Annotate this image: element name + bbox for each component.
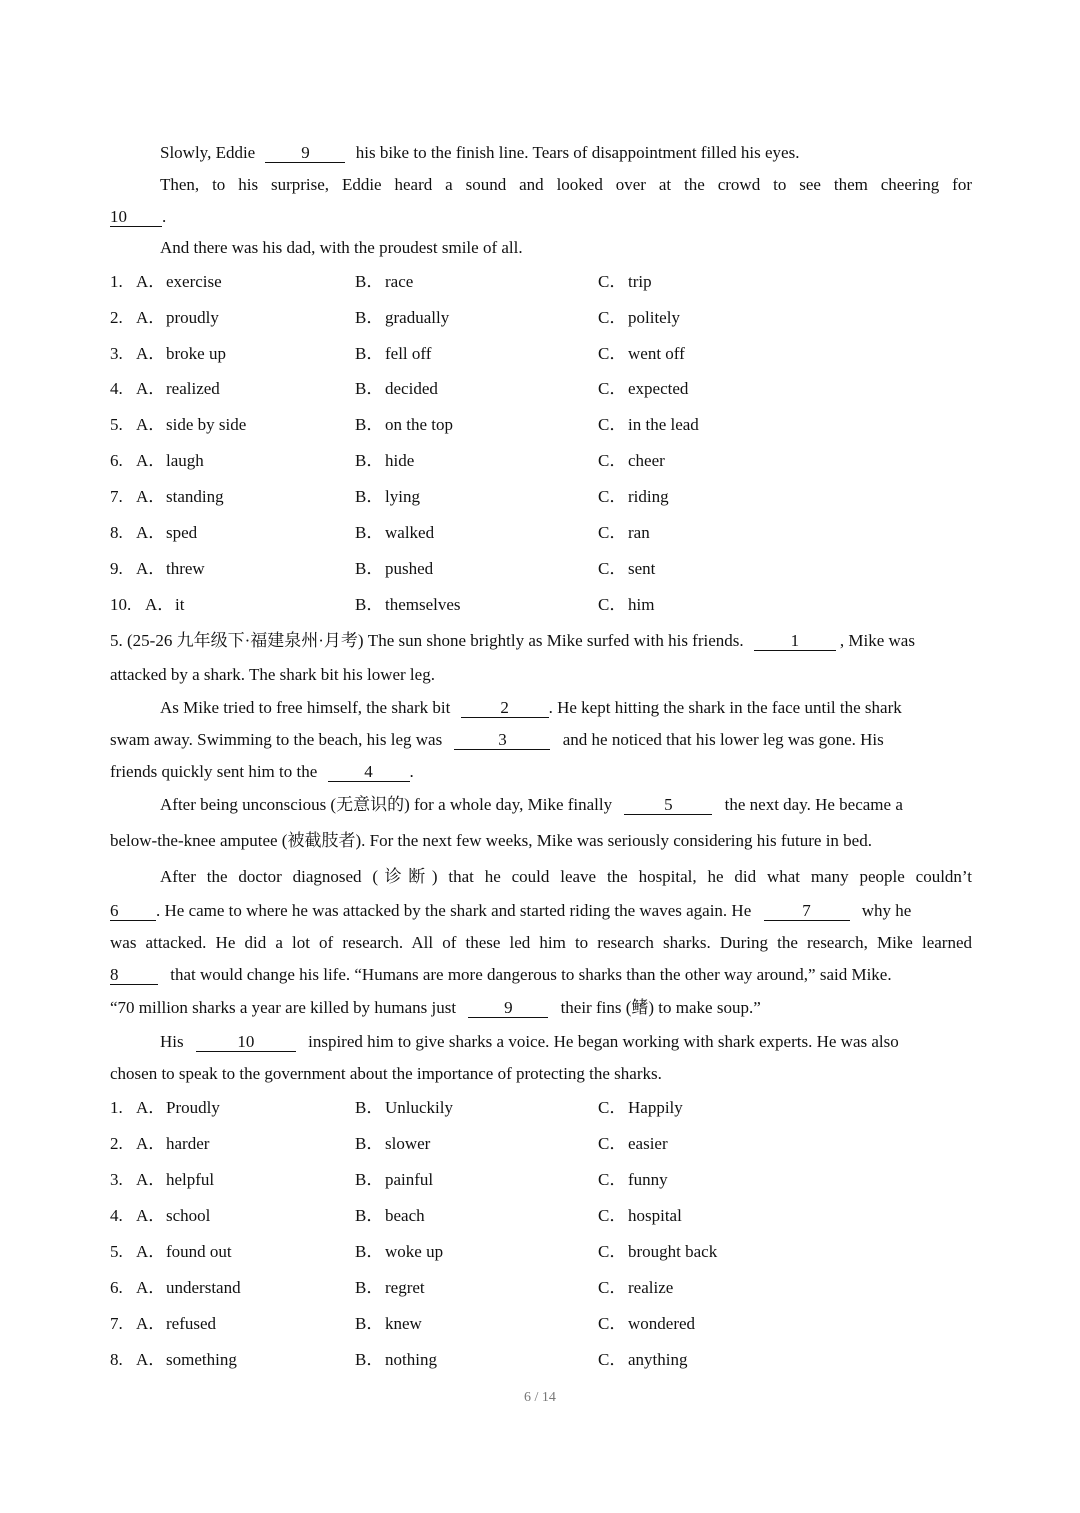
option-b: B．woke up [355,1242,444,1261]
option-b: B．regret [355,1278,425,1297]
option-b: B．fell off [355,344,432,363]
option-row: 10. A．it B．themselves C．him [110,593,972,617]
option-c: C．riding [598,487,669,506]
option-b: B．nothing [355,1350,437,1369]
option-a: A．exercise [136,272,222,291]
option-row: 3. A．helpful B．painful C．funny [110,1168,972,1192]
answer-blank-5: 5 [624,795,712,815]
option-a: A．side by side [136,415,247,434]
answer-blank-10: 10 [110,207,162,227]
option-b: B．Unluckily [355,1098,453,1117]
option-c: C．realize [598,1278,674,1297]
option-b: B．walked [355,523,435,542]
option-c: C．politely [598,308,680,327]
option-b: B．decided [355,379,438,398]
answer-blank-9: 9 [265,143,345,163]
option-row: 5. A．found out B．woke up C．brought back [110,1240,972,1264]
option-c: C．trip [598,272,652,291]
option-b: B．slower [355,1134,431,1153]
option-row: 4. A．school B．beach C．hospital [110,1204,972,1228]
option-row: 9. A．threw B．pushed C．sent [110,557,972,581]
option-a: A．something [136,1350,237,1369]
option-a: A．proudly [136,308,219,327]
passage5-line-11: 8 that would change his life. “Humans are more dangerous to sharks than the other way around,” said Mike. [110,965,892,984]
option-a: A．laugh [136,451,204,470]
passage4-line-2: Then, to his surprise, Eddie heard a sound and looked over at the crowd to see them cheering for [160,175,972,194]
passage5-line-7: below-the-knee amputee (被截肢者). For the next few weeks, Mike was seriously considering his future in bed. [110,831,872,850]
answer-blank-9: 9 [468,998,548,1018]
option-a: A．sped [136,523,198,542]
option-c: C．went off [598,344,685,363]
option-b: B．hide [355,451,415,470]
option-a: A．broke up [136,344,226,363]
option-a: A．school [136,1206,211,1225]
passage5-line-8: After the doctor diagnosed (诊断) that he could leave the hospital, he did what many people couldn’t [160,867,972,886]
option-row: 8. A．something B．nothing C．anything [110,1348,972,1372]
passage4-line-4: And there was his dad, with the proudest smile of all. [160,238,523,257]
option-c: C．wondered [598,1314,696,1333]
option-a: A．understand [136,1278,241,1297]
option-row: 1. A．Proudly B．Unluckily C．Happily [110,1096,972,1120]
option-row: 2. A．harder B．slower C．easier [110,1132,972,1156]
option-c: C．Happily [598,1098,683,1117]
page-number: 6 / 14 [524,1390,556,1405]
answer-blank-8: 8 [110,965,158,985]
passage5-line-14: chosen to speak to the government about the importance of protecting the sharks. [110,1064,662,1083]
option-b: B．race [355,272,414,291]
option-b: B．themselves [355,595,461,614]
option-b: B．on the top [355,415,453,434]
passage5-line-3: As Mike tried to free himself, the shark bit 2 . He kept hitting the shark in the face until the shark [160,698,902,717]
option-a: A．helpful [136,1170,215,1189]
passage5-line-5: friends quickly sent him to the 4 . [110,762,414,781]
passage5-line-12: “70 million sharks a year are killed by humans just 9 their fins (鳍) to make soup.” [110,998,761,1017]
option-c: C．cheer [598,451,665,470]
option-b: B．lying [355,487,420,506]
option-a: A．it [145,595,185,614]
passage5-line-4: swam away. Swimming to the beach, his leg was 3 and he noticed that his lower leg was gone. His [110,730,884,749]
option-c: C．in the lead [598,415,699,434]
option-b: B．gradually [355,308,450,327]
option-row: 6. A．understand B．regret C．realize [110,1276,972,1300]
option-row: 3. A．broke up B．fell off C．went off [110,342,972,366]
option-c: C．easier [598,1134,668,1153]
option-c: C．anything [598,1350,688,1369]
passage5-line-13: His 10 inspired him to give sharks a voice. He began working with shark experts. He was also [160,1032,899,1051]
answer-blank-10: 10 [196,1032,296,1052]
option-a: A．harder [136,1134,210,1153]
passage5-line-6: After being unconscious (无意识的) for a whole day, Mike finally 5 the next day. He became a [160,795,903,814]
option-c: C．hospital [598,1206,682,1225]
passage5-line-1: 5. (25-26 九年级下·福建泉州·月考) The sun shone brightly as Mike surfed with his friends. 1 , Mike was [110,631,915,650]
answer-blank-3: 3 [454,730,550,750]
option-row: 2. A．proudly B．gradually C．politely [110,306,972,330]
option-a: A．threw [136,559,205,578]
option-row: 8. A．sped B．walked C．ran [110,521,972,545]
answer-blank-4: 4 [328,762,410,782]
option-b: B．knew [355,1314,422,1333]
option-a: A．realized [136,379,220,398]
option-row: 4. A．realized B．decided C．expected [110,377,972,401]
option-row: 6. A．laugh B．hide C．cheer [110,449,972,473]
passage4-line-3: 10 . [110,207,167,226]
answer-blank-1: 1 [754,631,836,651]
option-row: 1. A．exercise B．race C．trip [110,270,972,294]
option-b: B．beach [355,1206,425,1225]
answer-blank-6: 6 [110,901,156,921]
option-b: B．painful [355,1170,434,1189]
option-row: 7. A．standing B．lying C．riding [110,485,972,509]
option-b: B．pushed [355,559,434,578]
passage5-line-10: was attacked. He did a lot of research. All of these led him to research sharks. During the research, Mike learned [110,933,972,952]
option-c: C．brought back [598,1242,718,1261]
option-a: A．refused [136,1314,217,1333]
option-a: A．Proudly [136,1098,220,1117]
answer-blank-2: 2 [461,698,549,718]
option-c: C．funny [598,1170,668,1189]
option-c: C．expected [598,379,689,398]
option-c: C．him [598,595,655,614]
answer-blank-7: 7 [764,901,850,921]
option-c: C．ran [598,523,650,542]
option-a: A．standing [136,487,224,506]
option-row: 7. A．refused B．knew C．wondered [110,1312,972,1336]
option-a: A．found out [136,1242,232,1261]
passage5-line-2: attacked by a shark. The shark bit his lower leg. [110,665,435,684]
passage5-line-9: 6 . He came to where he was attacked by the shark and started riding the waves again. He 7 why he [110,901,912,920]
option-c: C．sent [598,559,656,578]
passage4-line-1: Slowly, Eddie 9 his bike to the finish line. Tears of disappointment filled his eyes. [160,143,800,162]
option-row: 5. A．side by side B．on the top C．in the lead [110,413,972,437]
